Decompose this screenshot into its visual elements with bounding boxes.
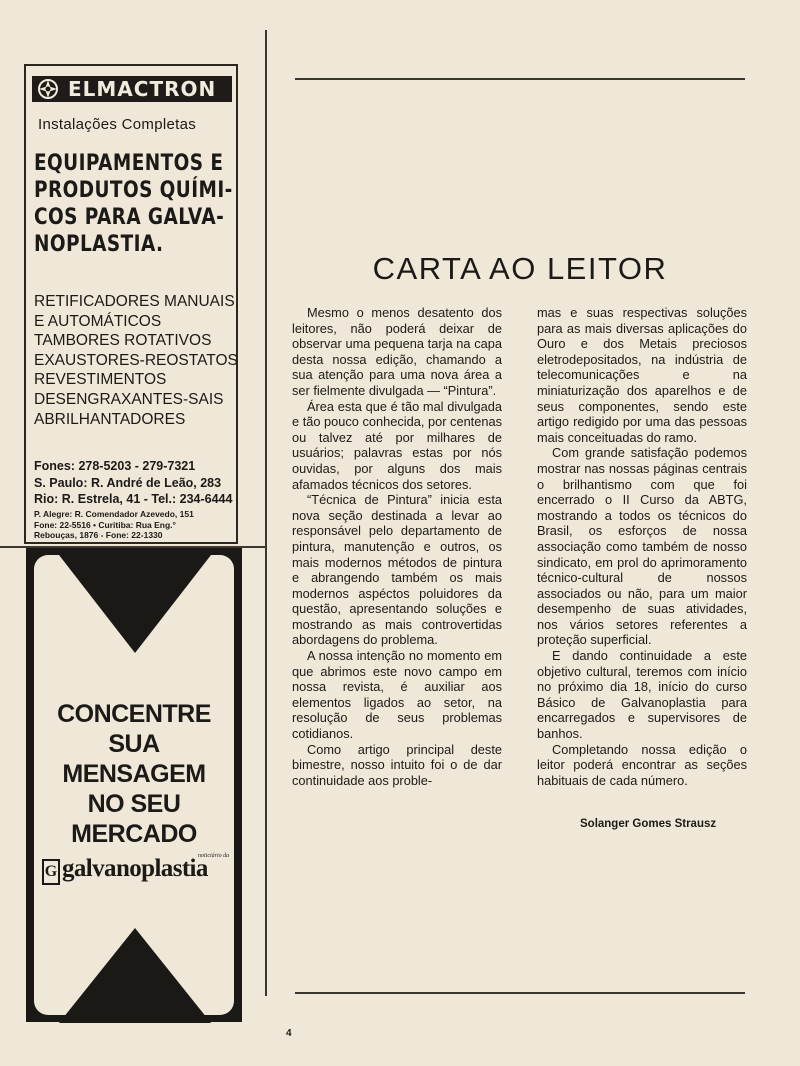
contact-line: Fones: 278-5203 - 279-7321 bbox=[34, 459, 196, 473]
contact-line: Rebouças, 1876 - Fone: 22-1330 bbox=[34, 530, 163, 540]
ad-panel bbox=[34, 555, 234, 1015]
paragraph: Com grande satisfação podemos mostrar nas nossas páginas centrais o brilhantismo com que foi encerrado o II Curso da ABTG, mostrando a todos os técnicos do Brasil, os esforços de nossa associação como também de nosso sindicato, em prol do aprimoramento técnico-cultural de nossos associados ou não, para um maior desempenho de suas atividades, nos vários setores referentes a proteção superficial. bbox=[537, 445, 747, 648]
product-item: DESENGRAXANTES-SAIS bbox=[34, 390, 224, 408]
brand-mark-icon: G bbox=[42, 859, 60, 885]
product-item: ABRILHANTADORES bbox=[34, 410, 186, 428]
paragraph: Como artigo principal deste bimestre, nosso intuito foi o de dar continuidade aos proble- bbox=[292, 741, 502, 788]
article-column-1 bbox=[292, 305, 502, 788]
contact-line: P. Alegre: R. Comendador Azevedo, 151 bbox=[34, 509, 194, 519]
top-rule bbox=[295, 78, 745, 80]
article-column-2 bbox=[537, 305, 747, 788]
brand-name: ELMACTRON bbox=[68, 77, 217, 101]
paragraph: Completando nossa edição o leitor poderá encontrar as seções habituais de cada número. bbox=[537, 741, 747, 788]
elmactron-logo bbox=[32, 76, 232, 102]
page-divider bbox=[265, 30, 267, 996]
brand-subtitle: noticiário da bbox=[198, 853, 230, 859]
article-title: CARTA AO LEITOR bbox=[372, 250, 668, 286]
paragraph: E dando continuidade a este objetivo cultural, teremos com início no próximo dia 18, início do curso Básico de Galvanoplastia para encarregados e supervisores de banhos. bbox=[537, 648, 747, 742]
contact-line: Rio: R. Estrela, 41 - Tel.: 234-6444 bbox=[34, 492, 233, 506]
spiral-logo-icon bbox=[36, 78, 60, 100]
message-line: CONCENTRE bbox=[57, 700, 211, 728]
headline-line: NOPLASTIA. bbox=[34, 232, 164, 257]
message-line: SUA bbox=[108, 730, 160, 758]
tagline: Instalações Completas bbox=[38, 116, 197, 133]
page-number: 4 bbox=[286, 1028, 292, 1039]
author-signature: Solanger Gomes Strausz bbox=[580, 818, 717, 830]
brand-name: galvanoplastia bbox=[62, 855, 208, 882]
product-item: REVESTIMENTOS bbox=[34, 371, 167, 389]
headline-line: EQUIPAMENTOS E bbox=[34, 151, 224, 176]
headline-line: PRODUTOS QUÍMI- bbox=[34, 178, 233, 203]
ad-headline bbox=[34, 150, 233, 258]
contact-info bbox=[34, 458, 232, 508]
ad-message bbox=[34, 699, 234, 849]
product-item: TAMBORES ROTATIVOS bbox=[34, 332, 212, 350]
paragraph: Mesmo o menos desatento dos leitores, não poderá deixar de observar uma pequena tarja na capa desta nossa edição, chamando a sua atenção para uma nova área a ser fielmente divulgada — “Pintura”. bbox=[292, 305, 502, 398]
galvanoplastia-logo bbox=[42, 855, 232, 889]
bottom-rule bbox=[295, 992, 745, 994]
product-item: EXAUSTORES-REOSTATOS bbox=[34, 351, 238, 369]
headline-line: COS PARA GALVA- bbox=[34, 205, 225, 230]
message-line: MERCADO bbox=[71, 820, 197, 848]
paragraph: mas e suas respectivas soluções para as mais diversas aplicações do Ouro e dos Metais preciosos eletrodepositados, na indústria de telecomunicações e na miniaturização dos aparelhos e de seus componentes, sendo este artigo redigido por uma das pessoas mais conceituadas do ramo. bbox=[537, 305, 747, 445]
contact-info-small bbox=[34, 509, 194, 541]
arrow-up-icon bbox=[59, 928, 211, 1023]
product-list bbox=[34, 292, 238, 429]
message-line: MENSAGEM bbox=[62, 760, 206, 788]
paragraph: A nossa intenção no momento em que abrimos este novo campo em nossa revista, é auxiliar aos elementos ligados ao setor, na resolução de seus problemas cotidianos. bbox=[292, 648, 502, 742]
product-item: RETIFICADORES MANUAIS bbox=[34, 293, 235, 310]
message-line: NO SEU bbox=[87, 790, 181, 818]
product-item: E AUTOMÁTICOS bbox=[34, 312, 162, 330]
elmactron-ad bbox=[24, 64, 238, 544]
contact-line: S. Paulo: R. André de Leão, 283 bbox=[34, 475, 222, 490]
galvanoplastia-ad bbox=[26, 548, 242, 1022]
paragraph: Área esta que é tão mal divulgada e tão pouco conhecida, por centenas ou talvez até por milhares de usuários; palavras estas por nós ouvidas, por alguns dos mais afamados técnicos dos setores. bbox=[292, 398, 502, 492]
paragraph: “Técnica de Pintura” inicia esta nova seção destinada a levar ao responsável pelo departamento de pintura, manutenção e outros, os mais modernos métodos de pintura e abrangendo também os mais modernos aspéctos poluidores da questão, apresentando soluções e mostrando as mais controvertidas abordagens do problema. bbox=[292, 492, 502, 648]
contact-line: Fone: 22-5516 • Curitiba: Rua Eng.° bbox=[34, 519, 176, 530]
arrow-down-icon bbox=[59, 555, 211, 653]
